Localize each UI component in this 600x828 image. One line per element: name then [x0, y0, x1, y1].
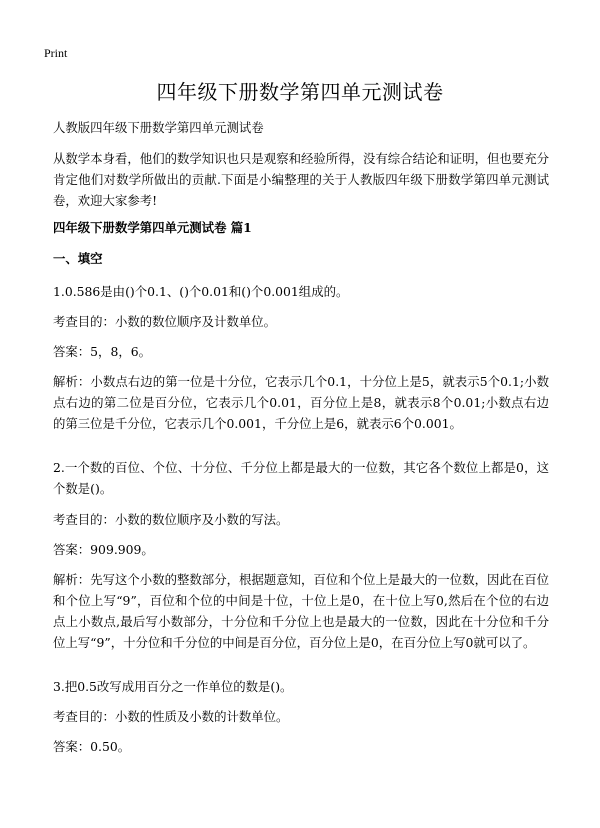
question-3-purpose: 考查目的：小数的性质及小数的计数单位。: [53, 709, 289, 724]
question-1-purpose: 考查目的：小数的数位顺序及计数单位。: [53, 314, 277, 329]
question-1-analysis: 解析：小数点右边的第一位是十分位，它表示几个0.1，十分位上是5，就表示5个0.1;小数点右边的第二位是百分位，它表示几个0.01，百分位上是8，就表示8个0.01;小数点右边的第三位是千分位，它表示几个0.001，千分位上是6，就表示6个0.001。: [53, 374, 549, 431]
question-1-answer: 答案：5，8，6。: [53, 344, 151, 359]
question-3: 3.把0.5改写成用百分之一作单位的数是()。: [53, 679, 293, 694]
subtitle: 人教版四年级下册数学第四单元测试卷: [53, 120, 264, 135]
page-title: 四年级下册数学第四单元测试卷: [156, 80, 444, 104]
question-2-purpose: 考查目的：小数的数位顺序及小数的写法。: [53, 512, 289, 527]
question-3-answer: 答案：0.50。: [53, 739, 131, 754]
intro-paragraph: 从数学本身看，他们的数学知识也只是观察和经验所得，没有综合结论和证明，但也要充分肯定他们对数学所做出的贡献.下面是小编整理的关于人教版四年级下册数学第四单元测试卷，欢迎大家参考!: [53, 151, 549, 208]
question-1: 1.0.586是由()个0.1、()个0.01和()个0.001组成的。: [53, 284, 349, 299]
section-heading: 四年级下册数学第四单元测试卷 篇1: [53, 220, 252, 235]
part-heading: 一、填空: [53, 251, 103, 266]
question-2-answer: 答案：909.909。: [53, 542, 154, 557]
question-2-analysis: 解析：先写这个小数的整数部分，根据题意知，百位和个位上是最大的一位数，因此在百位和个位上写“9”，百位和个位的中间是十位，十位上是0，在十位上写0,然后在个位的右边点上小数点,最后写小数部分，十分位和千分位上也是最大的一位数，因此在十分位和千分位上写“9”，十分位和千分位的中间是百分位，百分位上是0，在百分位上写0就可以了。: [53, 572, 549, 650]
print-link[interactable]: Print: [44, 46, 68, 60]
question-2: 2.一个数的百位、个位、十分位、千分位上都是最大的一位数，其它各个数位上都是0，这个数是()。: [53, 460, 549, 496]
